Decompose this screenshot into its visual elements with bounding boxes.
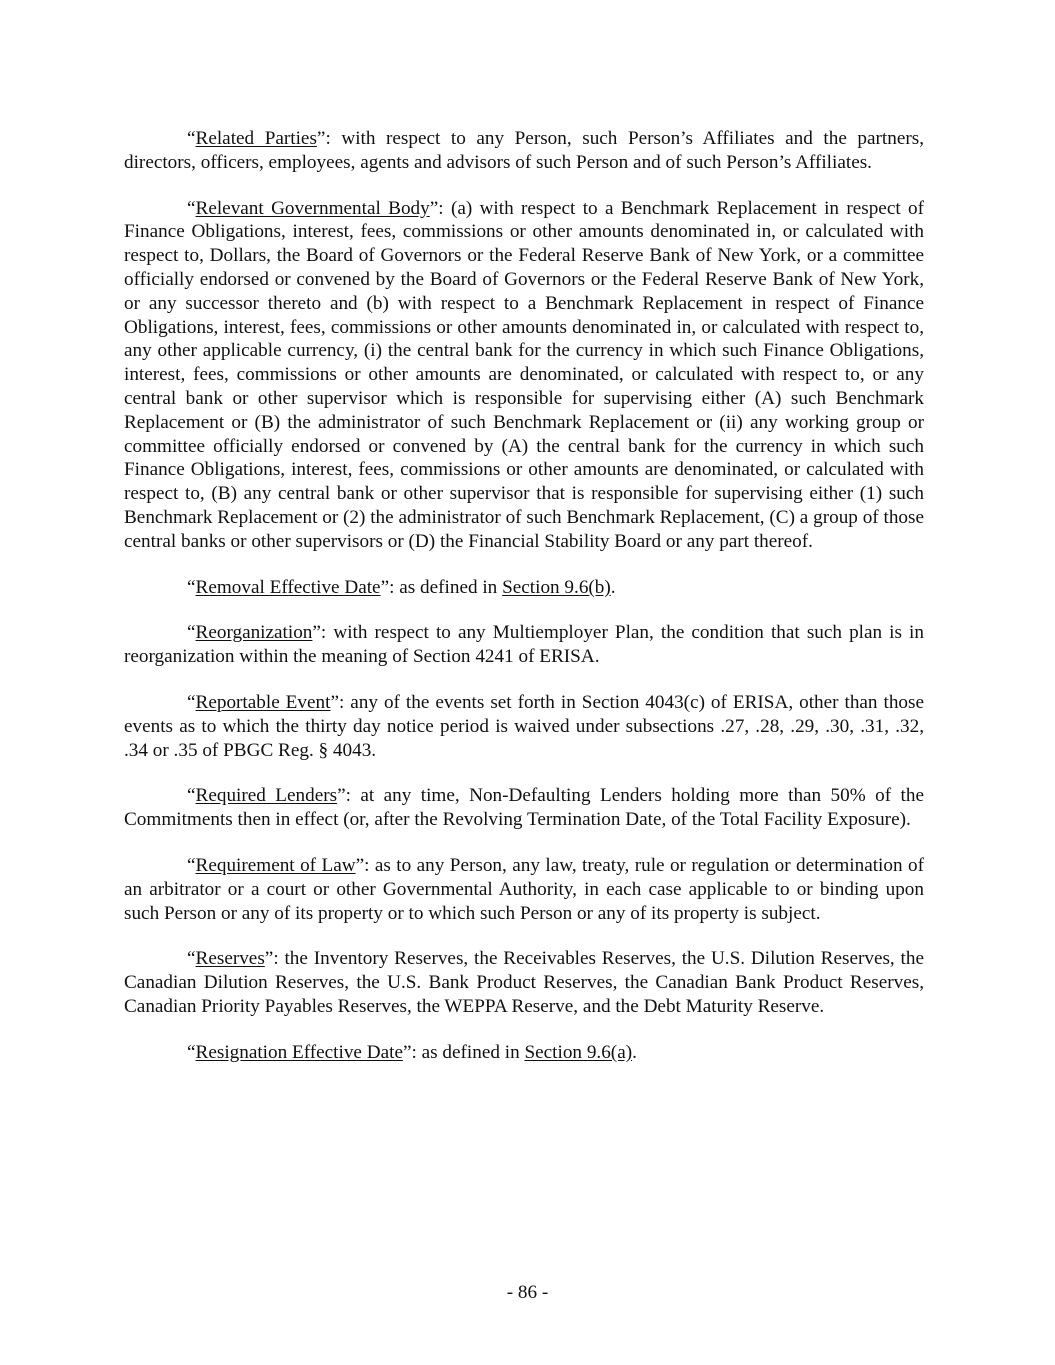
defined-term: Removal Effective Date [195, 576, 381, 598]
definition-reorganization [124, 621, 924, 669]
definition-text: with respect to any Person, such Person’s Affiliates and the partners, directors, officers, employees, agents and advisors of such Person and of such Person’s Affiliates. [124, 128, 925, 173]
definition-text: at any time, Non-Defaulting Lenders holding more than 50% of the Commitments then in effect (or, after the Revolving Termination Date, of the Total Facility Exposure). [124, 785, 924, 831]
close-quote: ”: [380, 576, 395, 598]
definition-related-parties [124, 127, 924, 175]
close-quote: ”: [330, 691, 345, 713]
defined-term: Reserves [195, 948, 265, 970]
definition-text: as defined in [394, 576, 503, 598]
close-quote: ”: [337, 785, 351, 807]
close-quote: ”: [355, 854, 370, 876]
open-quote: “ [187, 576, 196, 598]
defined-term: Resignation Effective Date [195, 1041, 403, 1063]
close-quote: ”: [402, 1041, 417, 1063]
definition-reportable-event [124, 691, 924, 762]
defined-term: Related Parties [195, 128, 317, 149]
close-quote: ”: [312, 622, 327, 644]
definition-text: (a) with respect to a Benchmark Replacement in respect of Finance Obligations, interest, fees, commissions or other amounts denominated in, or calculated with respect to, Dollars, the Board of Governors or the Federal Reserve Bank of New York, or a committee officially endorsed or convened by the Board of Governors or the Federal Reserve Bank of New York, or any successor thereto and (b) with respect to a Benchmark Replacement in respect of Finance Obligations, interest, fees, commissions or other amounts denominated in, or calculated with respect to, any other applicable currency, (i) the central bank for the currency in which such Finance Obligations, interest, fees, commissions or other amounts are denominated, or calculated with respect to, or any central bank or other supervisor which is responsible for supervising either (A) such Benchmark Replacement or (B) the administrator of such Benchmark Replacement or (ii) any working group or committee officially endorsed or convened by (A) the central bank for the currency in which such Finance Obligations, interest, fees, commissions or other amounts are denominated, or calculated with respect to, (B) any central bank or other supervisor that is responsible for supervising either (1) such Benchmark Replacement or (2) the administrator of such Benchmark Replacement, (C) a group of those central banks or other supervisors or (D) the Financial Stability Board or any part thereof. [124, 197, 924, 552]
definition-text: with respect to any Multiemployer Plan, the condition that such plan is in reorganization within the meaning of Section 4241 of ERISA. [124, 622, 924, 668]
definition-reserves [124, 947, 924, 1018]
definition-text: as defined in [416, 1041, 525, 1063]
open-quote: “ [187, 622, 196, 644]
page-number: - 86 - [506, 1282, 549, 1303]
open-quote: “ [187, 1041, 196, 1063]
definition-required-lenders [124, 784, 924, 832]
defined-term: Reorganization [195, 622, 313, 644]
definition-text-end: . [610, 576, 616, 598]
defined-term: Reportable Event [195, 691, 331, 713]
definition-text: any of the events set forth in Section 4043(c) of ERISA, other than those events as to which the thirty day notice period is waived under subsections .27, .28, .29, .30, .31, .32, .34 or .35 of PBGC Reg. § 4043. [124, 691, 925, 761]
definition-text: as to any Person, any law, treaty, rule or regulation or determination of an arbitrator or a court or other Governmental Authority, in each case applicable to or binding upon such Person or any of its property or to which such Person or any of its property is subject. [124, 854, 924, 924]
open-quote: “ [187, 197, 196, 219]
section-reference: Section 9.6(a) [524, 1041, 633, 1063]
section-reference: Section 9.6(b) [502, 576, 611, 598]
close-quote: ”: [316, 128, 331, 149]
open-quote: “ [187, 785, 196, 807]
close-quote: ”: [429, 197, 444, 219]
close-quote: ”: [264, 948, 279, 970]
open-quote: “ [187, 948, 196, 970]
open-quote: “ [187, 128, 196, 149]
open-quote: “ [187, 691, 196, 713]
definition-text: the Inventory Reserves, the Receivables Reserves, the U.S. Dilution Reserves, the Canadian Dilution Reserves, the U.S. Bank Product Reserves, the Canadian Bank Product Reserves, Canadian Priority Payables Reserves, the WEPPA Reserve, and the Debt Maturity Reserve. [124, 948, 924, 1017]
definition-resignation-effective-date [124, 1041, 924, 1065]
definition-text-end: . [632, 1041, 637, 1063]
defined-term: Relevant Governmental Body [195, 197, 430, 219]
definition-requirement-of-law [124, 854, 924, 925]
definitions-list [124, 127, 924, 1087]
definition-relevant-governmental-body [124, 197, 924, 554]
definition-removal-effective-date [124, 576, 924, 600]
open-quote: “ [187, 854, 196, 876]
defined-term: Requirement of Law [195, 854, 356, 876]
defined-term: Required Lenders [195, 785, 338, 807]
